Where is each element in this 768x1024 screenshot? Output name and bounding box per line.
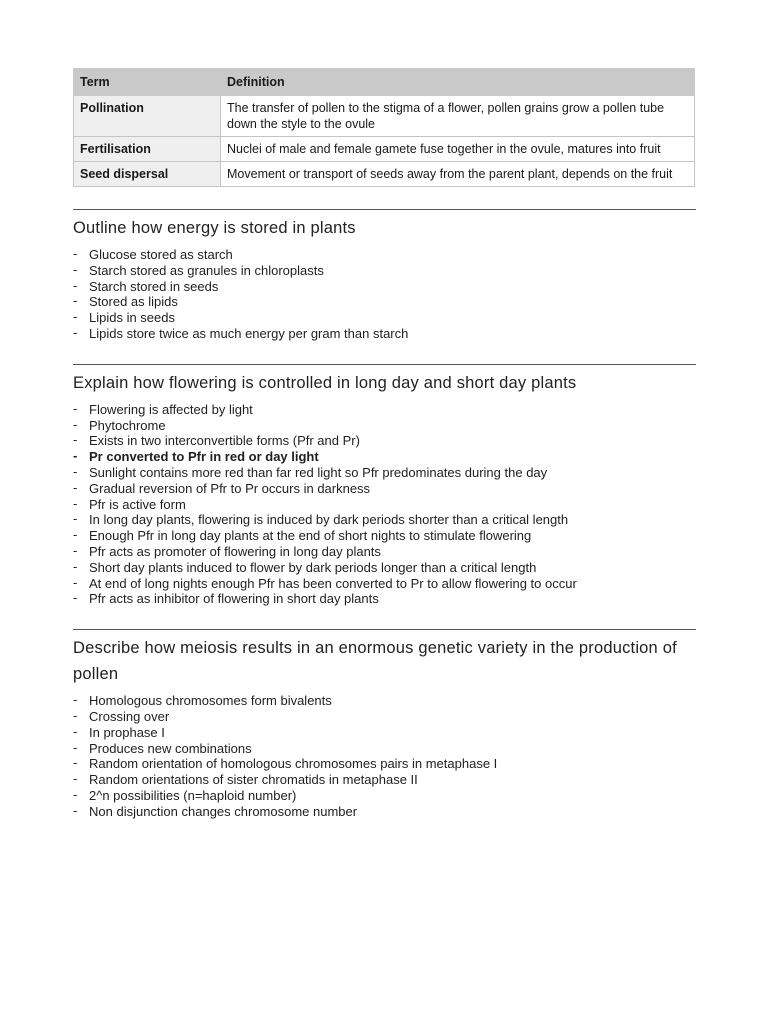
bullet-dash: - [73,558,78,574]
list-item [73,310,696,326]
list-item [73,741,696,757]
list-item-text: Gradual reversion of Pfr to Pr occurs in darkness [89,480,371,496]
list-item-text: Enough Pfr in long day plants at the end of short nights to stimulate flowering [89,528,532,544]
bullet-dash: - [73,324,78,340]
list-item [73,418,696,434]
bullet-dash: - [73,246,78,261]
bullet-dash: - [73,309,78,325]
bullet-dash: - [73,723,78,739]
list-item [73,497,696,513]
header-term: Term [74,69,221,96]
list-item-text: Stored as lipids [89,294,178,310]
bullet-dash: - [73,495,78,511]
list-item-text: Pfr is active form [89,496,186,512]
bullet-list [73,247,696,342]
list-item-text: Produces new combinations [89,740,252,756]
bullet-dash: - [73,463,78,479]
bullet-dash: - [73,755,78,771]
section-divider [73,364,696,365]
bullet-dash: - [73,261,78,277]
table-row [74,137,695,162]
section-2 [73,629,696,819]
list-item [73,756,696,772]
bullet-list [73,402,696,607]
bullet-dash: - [73,479,78,495]
list-item [73,709,696,725]
bullet-dash: - [73,277,78,293]
list-item [73,247,696,263]
list-item-text: Homologous chromosomes form bivalents [89,693,332,709]
list-item [73,465,696,481]
header-definition: Definition [221,69,695,96]
bullet-dash: - [73,786,78,802]
bullet-dash: - [73,527,78,543]
term-cell: Pollination [74,96,221,137]
list-item [73,804,696,820]
list-item [73,449,696,465]
list-item [73,788,696,804]
list-item-text: Sunlight contains more red than far red light so Pfr predominates during the day [89,464,548,480]
list-item [73,326,696,342]
list-item [73,481,696,497]
list-item-text: Phytochrome [89,417,166,433]
list-item-text: Pfr acts as promoter of flowering in long day plants [89,543,381,559]
list-item-text: Random orientations of sister chromatids in metaphase II [89,772,418,788]
list-item-text: Starch stored in seeds [89,278,219,294]
list-item-text: Crossing over [89,708,170,724]
bullet-dash: - [73,511,78,527]
list-item-text: Glucose stored as starch [89,247,233,262]
list-item-text: In prophase I [89,724,165,740]
list-item-text: Pfr acts as inhibitor of flowering in short day plants [89,591,379,607]
bullet-dash: - [73,574,78,590]
list-item-text: In long day plants, flowering is induced by dark periods shorter than a critical length [89,512,569,528]
bullet-dash: - [73,590,78,606]
bullet-dash: - [73,692,78,708]
section-heading: Describe how meiosis results in an enormous genetic variety in the production of pollen [73,639,677,684]
table-row [74,162,695,187]
table-header-row [74,69,695,96]
table-row [74,96,695,137]
section-divider [73,629,696,630]
list-item-text: Lipids in seeds [89,310,175,326]
list-item-text: 2^n possibilities (n=haploid number) [89,787,297,803]
list-item-text: Short day plants induced to flower by dark periods longer than a critical length [89,559,537,575]
definition-cell: The transfer of pollen to the stigma of a flower, pollen grains grow a pollen tube down the style to the ovule [221,96,695,137]
list-item [73,591,696,607]
list-item [73,294,696,310]
list-item-text: Flowering is affected by light [89,401,253,417]
bullet-dash: - [73,416,78,432]
list-item [73,544,696,560]
list-item [73,693,696,709]
list-item-text: Non disjunction changes chromosome number [89,803,358,819]
term-cell: Seed dispersal [74,162,221,187]
list-item [73,433,696,449]
list-item [73,279,696,295]
section-divider [73,209,696,210]
bullet-dash: - [73,400,78,416]
terms-table [73,68,695,187]
list-item [73,772,696,788]
list-item [73,402,696,418]
definition-cell: Nuclei of male and female gamete fuse together in the ovule, matures into fruit [221,137,695,162]
bullet-dash: - [73,771,78,787]
list-item [73,263,696,279]
list-item [73,725,696,741]
list-item-text: Exists in two interconvertible forms (Pfr and Pr) [89,433,360,449]
list-item-text: Pr converted to Pfr in red or day light [89,449,319,465]
list-item-text: Starch stored as granules in chloroplasts [89,262,324,278]
definition-cell: Movement or transport of seeds away from the parent plant, depends on the fruit [221,162,695,187]
list-item-text: Random orientation of homologous chromosomes pairs in metaphase I [89,756,498,772]
list-item-text: Lipids store twice as much energy per gram than starch [89,325,409,341]
list-item [73,512,696,528]
bullet-list [73,693,696,819]
list-item [73,576,696,592]
sections-container [73,209,696,820]
term-cell: Fertilisation [74,137,221,162]
bullet-dash: - [73,448,78,464]
list-item [73,560,696,576]
bullet-dash: - [73,802,78,818]
list-item-text: At end of long nights enough Pfr has been converted to Pr to allow flowering to occur [89,575,577,591]
list-item [73,528,696,544]
bullet-dash: - [73,293,78,309]
section-0 [73,209,696,342]
section-heading: Explain how flowering is controlled in long day and short day plants [73,373,577,392]
bullet-dash: - [73,432,78,448]
bullet-dash: - [73,739,78,755]
bullet-dash: - [73,707,78,723]
section-1 [73,364,696,607]
document-page [73,68,696,820]
section-heading: Outline how energy is stored in plants [73,219,356,237]
bullet-dash: - [73,542,78,558]
